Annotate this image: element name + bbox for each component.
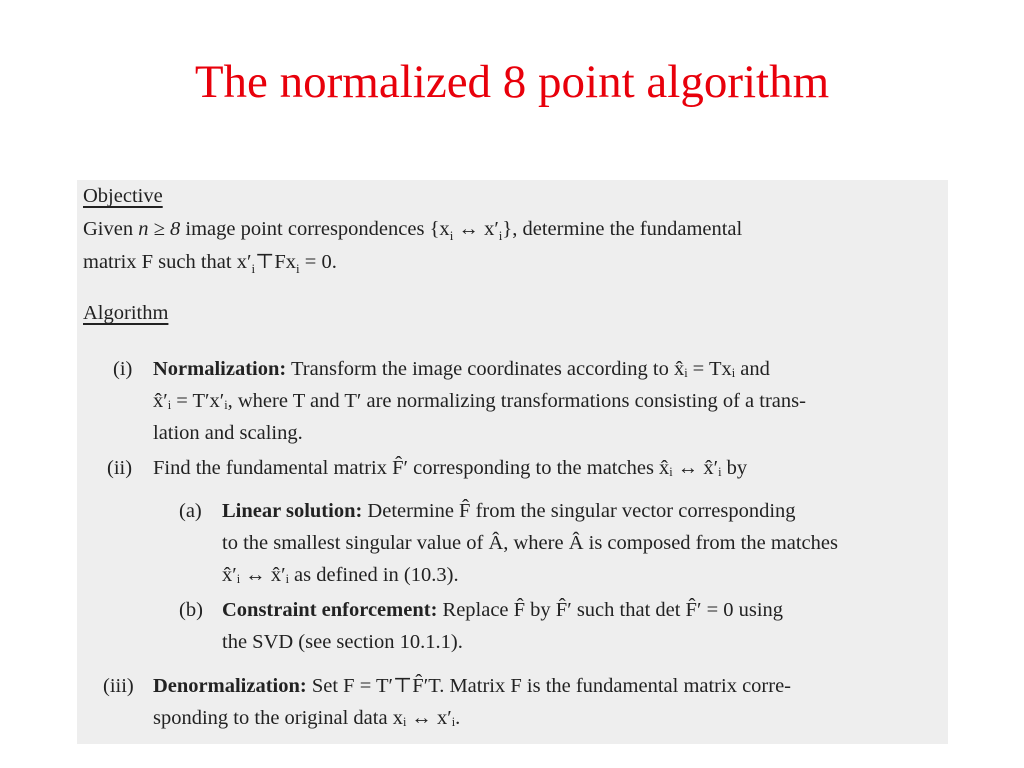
step-i-text-1: Transform the image coordinates according to x̂ᵢ = Txᵢ and [291,358,770,380]
objective-math-n: n ≥ 8 [138,218,181,240]
step-ii-line-1: Find the fundamental matrix F̂′ corresponding to the matches x̂ᵢ ↔ x̂′ᵢ by [153,457,748,479]
objective-text-determine: }, determine the fundamental [502,218,743,240]
step-iii-line-1 [153,670,791,702]
objective-text-xprime: ↔ x′ [458,218,499,240]
substep-a-line-1 [222,495,796,527]
objective-subscript-i-2: i [498,228,503,244]
step-iii-label: Denormalization: [153,675,307,697]
objective-text-fx: ⊤Fx [255,251,297,273]
substep-b-number: (b) [179,599,203,621]
objective-heading: Objective [83,185,163,207]
scanned-algorithm-box [77,180,948,744]
objective-text-given: Given [83,218,134,240]
substep-b-line-2: the SVD (see section 10.1.1). [222,631,463,653]
objective-text-correspondences: image point correspondences {x [185,218,450,240]
step-i-line-2: x̂′ᵢ = T′x′ᵢ, where T and T′ are normalizing transformations consisting of a trans- [153,390,806,412]
substep-b-label: Constraint enforcement: [222,599,438,621]
objective-subscript-i: i [449,228,454,244]
step-ii-number: (ii) [107,457,133,479]
algorithm-heading: Algorithm [83,302,169,324]
objective-subscript-i-4: i [296,261,300,277]
step-i-line-1 [153,353,770,385]
step-iii-text-1: Set F = T′⊤F̂′T. Matrix F is the fundamental matrix corre- [311,675,792,697]
substep-a-label: Linear solution: [222,500,363,522]
objective-text-eq-zero: = 0. [299,251,337,273]
step-iii-line-2: sponding to the original data xᵢ ↔ x′ᵢ. [153,707,461,729]
substep-a-line-2: to the smallest singular value of Â, where Â is composed from the matches [222,532,838,554]
objective-subscript-i-3: i [251,261,256,277]
step-i-number: (i) [113,358,133,380]
step-iii-number: (iii) [103,675,134,697]
objective-line-2 [83,246,337,285]
objective-text-matrix: matrix F such that x′ [83,251,252,273]
substep-a-line-3: x̂′ᵢ ↔ x̂′ᵢ as defined in (10.3). [222,564,459,586]
slide-title: The normalized 8 point algorithm [194,56,830,108]
substep-b-line-1 [222,594,783,626]
substep-a-text-1: Determine F̂ from the singular vector corresponding [367,500,796,522]
substep-b-text-1: Replace F̂ by F̂′ such that det F̂′ = 0 using [442,599,784,621]
step-i-line-3: lation and scaling. [153,422,303,444]
step-i-label: Normalization: [153,358,287,380]
substep-a-number: (a) [179,500,202,522]
